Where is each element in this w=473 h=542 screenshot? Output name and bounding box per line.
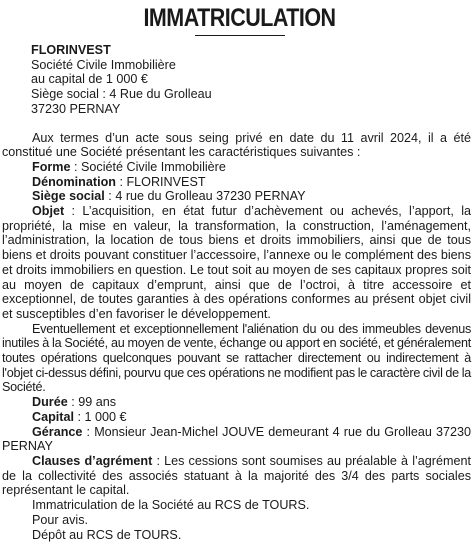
field-separator: : <box>71 160 82 174</box>
field-separator: : <box>64 204 82 218</box>
field-value: FLORINVEST <box>126 175 205 189</box>
field-label: Clauses d’agrément <box>32 454 152 468</box>
field-value: Monsieur Jean-Michel JOUVE demeurant 4 rue du Grolleau 37230 PERNAY <box>2 425 471 454</box>
intro-paragraph: Aux termes d’un acte sous seing privé en date du 11 avril 2024, il a été constitué une Société présentant les caractéristiques suivantes : <box>2 131 471 160</box>
field-separator: : <box>105 189 116 203</box>
field-label: Durée <box>32 395 68 409</box>
legal-notice <box>2 3 471 542</box>
pour-avis-line: Pour avis. <box>2 513 471 528</box>
field-value: Société Civile Immobilière <box>81 160 226 174</box>
closing-block <box>2 498 471 542</box>
company-city: 37230 PERNAY <box>31 102 471 117</box>
title-underline <box>195 35 285 36</box>
field-label: Siège social <box>32 189 105 203</box>
field-forme <box>2 160 471 175</box>
field-value: L’acquisition, en état futur d’achèvement ou achevés, l’apport, la propriété, la mise en valeur, la transformation, la construction, l’aménagement, l’administration, la location de tous biens et droits immobiliers, ainsi que de tous biens et droits pouvant constituer l’accessoire, l’annexe ou le complément des biens et droits immobiliers en question. Le tout soit au moyen de ses capitaux propres soit au moyen de capitaux d’emprunt, ainsi que de l’octroi, à titre accessoire et exceptionnel, de toutes garanties à des opérations conformes au présent objet civil et susceptibles d’en favoriser le développement. <box>2 204 471 321</box>
field-separator: : <box>152 454 164 468</box>
field-siege <box>2 189 471 204</box>
field-label: Dénomination <box>32 175 116 189</box>
field-separator: : <box>82 425 94 439</box>
spacer <box>2 117 471 131</box>
field-capital <box>2 410 471 425</box>
field-label: Capital <box>32 410 74 424</box>
field-gerance <box>2 425 471 454</box>
field-value: Les cessions sont soumises au préalable à l’agrément de la collectivité des associés statuant à la majorité des 3/4 des parts sociales représentant le capital. <box>2 454 471 497</box>
company-form: Société Civile Immobilière <box>31 58 471 73</box>
company-office: Siège social : 4 Rue du Grolleau <box>31 87 471 102</box>
field-value: 1 000 € <box>85 410 127 424</box>
objet-continuation: Eventuellement et exceptionnellement l'aliénation du ou des immeubles devenus inutiles à la Société, au moyen de vente, échange ou apport en société, et généralement toutes opérations quelconques pouvant se rattacher directement ou indirectement à l'objet ci-dessus défini, pourvu que ces opérations ne modifient pas le caractère civil de la Société. <box>2 322 471 396</box>
field-value: 4 rue du Grolleau 37230 PERNAY <box>115 189 305 203</box>
field-label: Gérance <box>32 425 82 439</box>
field-label: Objet <box>32 204 64 218</box>
field-separator: : <box>116 175 127 189</box>
rcs-line: Immatriculation de la Société au RCS de TOURS. <box>2 498 471 513</box>
company-name: FLORINVEST <box>31 43 471 58</box>
field-label: Forme <box>32 160 71 174</box>
company-capital: au capital de 1 000 € <box>31 72 471 87</box>
depot-line: Dépôt au RCS de TOURS. <box>2 528 471 542</box>
field-duree <box>2 395 471 410</box>
field-clauses <box>2 454 471 498</box>
field-denomination <box>2 175 471 190</box>
field-separator: : <box>74 410 85 424</box>
field-value: 99 ans <box>78 395 116 409</box>
notice-title: IMMATRICULATION <box>40 3 438 33</box>
field-separator: : <box>68 395 79 409</box>
company-header <box>2 43 471 117</box>
field-objet <box>2 204 471 322</box>
